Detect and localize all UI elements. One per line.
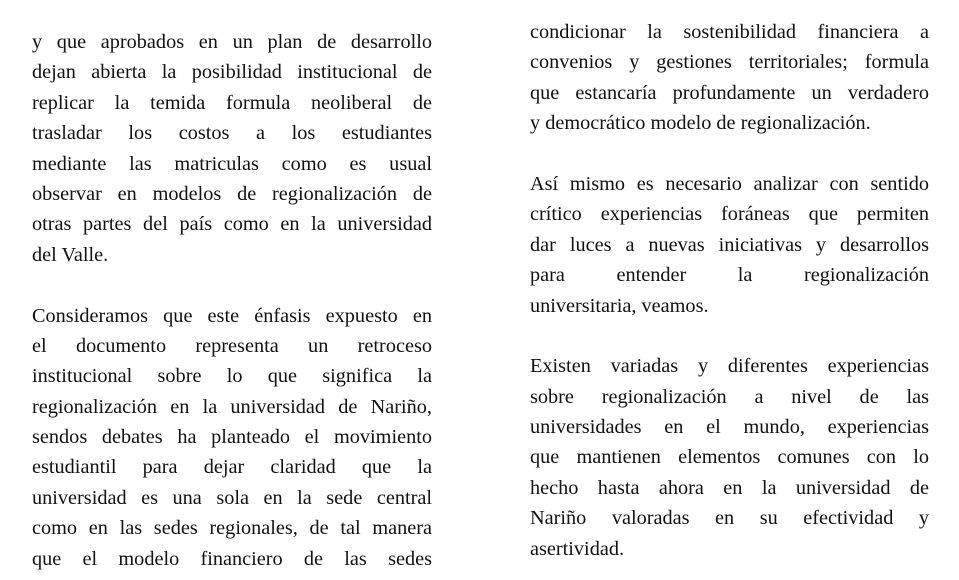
text-line: Así mismo es necesario analizar con sentido (530, 172, 929, 195)
text-line: que mantienen elementos comunes con lo (530, 446, 929, 469)
text-line: universitaria, veamos. (530, 294, 709, 317)
text-line: mediante las matriculas como es usual (32, 152, 432, 175)
text-line: hecho hasta ahora en la universidad de (530, 476, 929, 499)
paragraph-spacer (32, 270, 432, 300)
text-line: que estancaría profundamente un verdadero (530, 81, 929, 104)
text-line: Consideramos que este énfasis expuesto en (32, 304, 432, 327)
text-line: y que aprobados en un plan de desarrollo (32, 31, 432, 53)
left-paragraph-2 (32, 301, 432, 575)
text-line: Existen variadas y diferentes experiencias (530, 355, 929, 378)
text-line: crítico experiencias foráneas que permiten (530, 203, 929, 226)
text-line: regionalización en la universidad de Nariño, (32, 395, 432, 418)
text-line: otras partes del país como en la universidad (32, 213, 432, 236)
text-line: institucional sobre lo que significa la (32, 365, 432, 388)
text-line: condicionar la sostenibilidad financiera a (530, 21, 929, 43)
text-line: observar en modelos de regionalización de (32, 182, 432, 205)
text-line: dejan abierta la posibilidad institucional de (32, 61, 432, 84)
text-line: para entender la regionalización (530, 264, 929, 287)
left-column (32, 27, 432, 574)
text-line: el documento representa un retroceso (32, 334, 432, 357)
text-line: trasladar los costos a los estudiantes (32, 122, 432, 145)
right-paragraph-2 (530, 169, 929, 321)
text-line: sobre regionalización a nivel de las (530, 385, 929, 408)
text-line: universidad es una sola en la sede central (32, 486, 432, 509)
text-line: replicar la temida formula neoliberal de (32, 91, 432, 114)
text-line: que el modelo financiero de las sedes (32, 547, 432, 570)
right-column (530, 17, 929, 564)
text-line: estudiantil para dejar claridad que la (32, 456, 432, 479)
text-line: convenios y gestiones territoriales; formula (530, 51, 929, 74)
text-line: sendos debates ha planteado el movimiento (32, 426, 432, 449)
text-line: como en las sedes regionales, de tal manera (32, 517, 432, 540)
text-line: Nariño valoradas en su efectividad y (530, 507, 929, 530)
left-paragraph-1 (32, 27, 432, 270)
paragraph-spacer (530, 321, 929, 351)
text-line: asertividad. (530, 537, 625, 560)
right-paragraph-1 (530, 17, 929, 139)
text-line: dar luces a nuevas iniciativas y desarrollos (530, 233, 929, 256)
text-line: del Valle. (32, 243, 109, 266)
text-line: y democrático modelo de regionalización. (530, 112, 871, 135)
right-paragraph-3 (530, 351, 929, 564)
text-line: universidades en el mundo, experiencias (530, 416, 929, 439)
paragraph-spacer (530, 139, 929, 169)
